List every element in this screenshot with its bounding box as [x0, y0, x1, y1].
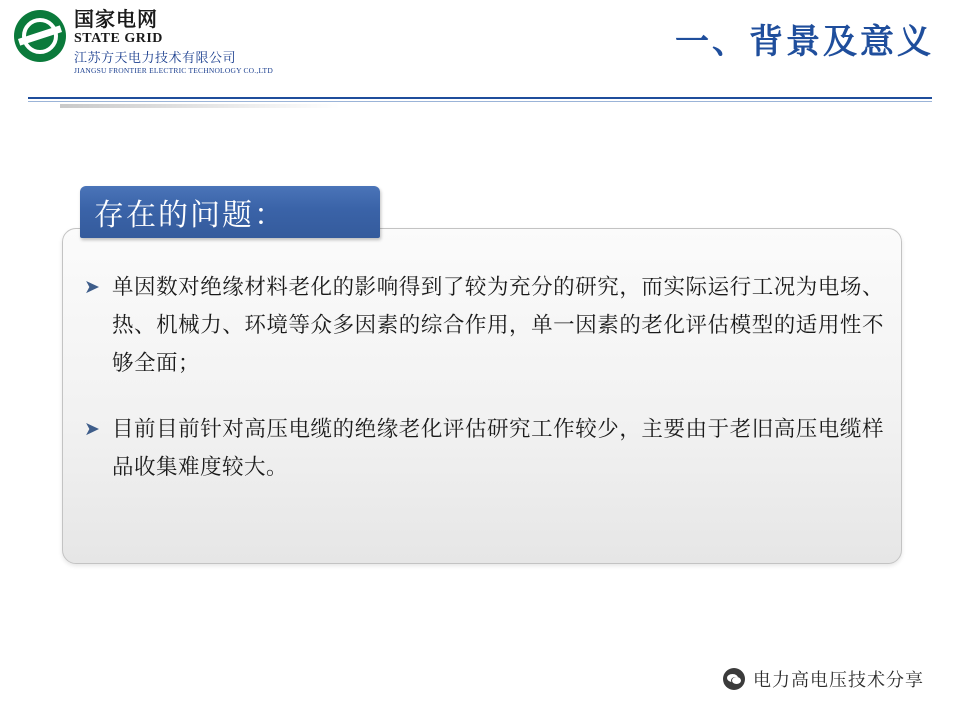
brand-title-en: STATE GRID: [74, 31, 163, 46]
list-item: [84, 268, 884, 382]
state-grid-logo-icon: [14, 10, 66, 62]
list-item-text: 单因数对绝缘材料老化的影响得到了较为充分的研究，而实际运行工况为电场、热、机械力、环境等众多因素的综合作用，单一因素的老化评估模型的适用性不够全面；: [112, 275, 884, 375]
bullet-list: [84, 268, 884, 514]
brand-text: [74, 8, 273, 76]
brand-logo: [14, 8, 273, 76]
header-shadow-accent: [60, 104, 340, 108]
arrow-bullet-icon: ➤: [84, 276, 100, 298]
page-title: 一、背景及意义: [675, 23, 934, 61]
footer-watermark: [723, 666, 924, 692]
slide-header: [0, 0, 960, 100]
wechat-icon: [723, 668, 745, 690]
section-tab: [80, 186, 380, 238]
brand-title-cn: 国家电网: [74, 9, 158, 31]
company-name-cn: 江苏方天电力技术有限公司: [74, 50, 237, 65]
section-tab-label: 存在的问题：: [94, 199, 286, 232]
footer-watermark-text: 电力高电压技术分享: [753, 670, 924, 690]
list-item: [84, 410, 884, 486]
header-divider-secondary: [28, 101, 932, 102]
company-name-en: JIANGSU FRONTIER ELECTRIC TECHNOLOGY CO.,LTD: [74, 66, 273, 75]
arrow-bullet-icon: ➤: [84, 418, 100, 440]
header-divider: [28, 97, 932, 99]
list-item-text: 目前目前针对高压电缆的绝缘老化评估研究工作较少，主要由于老旧高压电缆样品收集难度较大。: [112, 417, 884, 479]
